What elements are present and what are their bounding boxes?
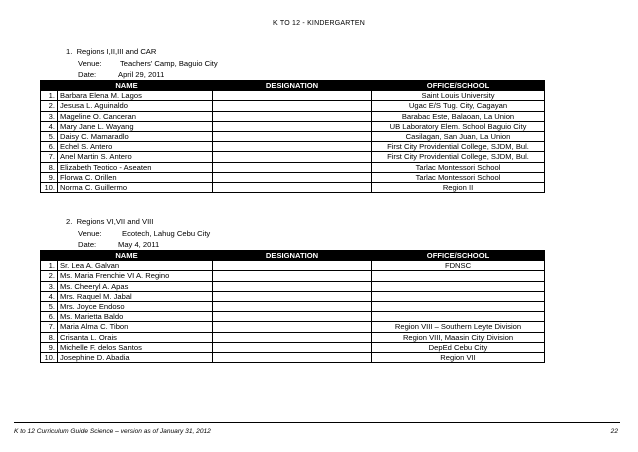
row-number: 3.: [41, 111, 58, 121]
table-row: [41, 281, 545, 291]
participant-name: Ms. Marietta Baldo: [58, 312, 213, 322]
participant-office: [372, 271, 545, 281]
participant-office: Tarlac Montessori School: [372, 162, 545, 172]
column-header-name: NAME: [41, 81, 213, 91]
participant-name: Barbara Elena M. Lagos: [58, 91, 213, 101]
participant-designation: [213, 291, 372, 301]
participant-name: Elizabeth Teotico - Aseaten: [58, 162, 213, 172]
participant-designation: [213, 182, 372, 192]
table-row: [41, 101, 545, 111]
participant-designation: [213, 271, 372, 281]
table-row: [41, 131, 545, 141]
participant-designation: [213, 342, 372, 352]
table-row: [41, 322, 545, 332]
row-number: 1.: [41, 91, 58, 101]
participant-office: [372, 281, 545, 291]
column-header-name: NAME: [41, 251, 213, 261]
venue-value: Teachers' Camp, Baguio City: [120, 59, 218, 68]
row-number: 9.: [41, 342, 58, 352]
participant-office: Region VIII, Maasin City Division: [372, 332, 545, 342]
participant-designation: [213, 91, 372, 101]
participant-name: Mageline O. Canceran: [58, 111, 213, 121]
participant-office: UB Laboratory Elem. School Baguio City: [372, 121, 545, 131]
participant-office: [372, 301, 545, 311]
venue-label: Venue:: [78, 59, 102, 68]
participant-designation: [213, 172, 372, 182]
row-number: 6.: [41, 142, 58, 152]
row-number: 1.: [41, 261, 58, 271]
participant-office: First City Providential College, SJDM, Bul.: [372, 152, 545, 162]
venue-label: Venue:: [78, 229, 102, 238]
participant-designation: [213, 101, 372, 111]
participant-name: Florwa C. Orillen: [58, 172, 213, 182]
participant-office: Barabac Este, Balaoan, La Union: [372, 111, 545, 121]
participant-office: First City Providential College, SJDM, Bul.: [372, 142, 545, 152]
participant-designation: [213, 162, 372, 172]
participant-designation: [213, 261, 372, 271]
participant-name: Maria Alma C. Tibon: [58, 322, 213, 332]
row-number: 7.: [41, 152, 58, 162]
participant-office: Region VII: [372, 352, 545, 362]
date-label: Date:: [78, 70, 97, 79]
table-header-row: [41, 251, 545, 261]
participant-name: Mrs. Joyce Endoso: [58, 301, 213, 311]
row-number: 4.: [41, 121, 58, 131]
table-header-row: [41, 81, 545, 91]
row-number: 6.: [41, 312, 58, 322]
participant-name: Sr. Lea A. Galvan: [58, 261, 213, 271]
participant-office: Region II: [372, 182, 545, 192]
date-value: April 29, 2011: [118, 70, 165, 79]
row-number: 5.: [41, 131, 58, 141]
table-row: [41, 271, 545, 281]
participant-designation: [213, 111, 372, 121]
table-row: [41, 352, 545, 362]
participant-office: Casilagan, San Juan, La Union: [372, 131, 545, 141]
participant-designation: [213, 131, 372, 141]
participant-office: [372, 312, 545, 322]
participant-name: Echel S. Antero: [58, 142, 213, 152]
column-header-office: OFFICE/SCHOOL: [372, 251, 545, 261]
participant-office: [372, 291, 545, 301]
participant-name: Daisy C. Mamaradlo: [58, 131, 213, 141]
section-1-heading: [66, 47, 156, 56]
participant-name: Michelle F. delos Santos: [58, 342, 213, 352]
table-row: [41, 152, 545, 162]
participant-office: DepEd Cebu City: [372, 342, 545, 352]
row-number: 8.: [41, 332, 58, 342]
row-number: 7.: [41, 322, 58, 332]
row-number: 2.: [41, 271, 58, 281]
table-row: [41, 162, 545, 172]
table-row: [41, 301, 545, 311]
table-row: [41, 312, 545, 322]
participant-designation: [213, 121, 372, 131]
table-row: [41, 121, 545, 131]
table-row: [41, 111, 545, 121]
participant-designation: [213, 352, 372, 362]
row-number: 8.: [41, 162, 58, 172]
section-number: 1.: [66, 47, 73, 56]
participant-name: Crisanta L. Orais: [58, 332, 213, 342]
section-number: 2.: [66, 217, 73, 226]
column-header-designation: DESIGNATION: [213, 81, 372, 91]
participant-name: Ms. Cheeryl A. Apas: [58, 281, 213, 291]
column-header-designation: DESIGNATION: [213, 251, 372, 261]
row-number: 5.: [41, 301, 58, 311]
roster-table-2: [40, 250, 545, 363]
row-number: 10.: [41, 352, 58, 362]
section-title: Regions VI,VII and VIII: [76, 217, 154, 226]
participant-designation: [213, 312, 372, 322]
participant-office: FDNSC: [372, 261, 545, 271]
venue-value: Ecotech, Lahug Cebu City: [122, 229, 211, 238]
footer-rule: [14, 422, 620, 423]
table-row: [41, 291, 545, 301]
table-row: [41, 91, 545, 101]
participant-name: Anel Martin S. Antero: [58, 152, 213, 162]
row-number: 2.: [41, 101, 58, 111]
section-2-heading: [66, 217, 153, 226]
participant-designation: [213, 142, 372, 152]
row-number: 10.: [41, 182, 58, 192]
date-value: May 4, 2011: [118, 240, 160, 249]
table-row: [41, 342, 545, 352]
participant-office: Ugac E/S Tug. City, Cagayan: [372, 101, 545, 111]
participant-designation: [213, 152, 372, 162]
row-number: 4.: [41, 291, 58, 301]
participant-office: Region VIII – Southern Leyte Division: [372, 322, 545, 332]
table-row: [41, 182, 545, 192]
table-row: [41, 332, 545, 342]
page-header: K TO 12 - KINDERGARTEN: [273, 20, 365, 27]
participant-name: Ms. Maria Frenchie VI A. Regino: [58, 271, 213, 281]
table-row: [41, 261, 545, 271]
date-label: Date:: [78, 240, 97, 249]
participant-designation: [213, 322, 372, 332]
participant-name: Josephine D. Abadia: [58, 352, 213, 362]
participant-name: Mary Jane L. Wayang: [58, 121, 213, 131]
row-number: 3.: [41, 281, 58, 291]
footer-caption: K to 12 Curriculum Guide Science – version as of January 31, 2012: [14, 428, 211, 435]
section-title: Regions I,II,III and CAR: [76, 47, 157, 56]
participant-designation: [213, 301, 372, 311]
participant-name: Mrs. Raquel M. Jabal: [58, 291, 213, 301]
participant-designation: [213, 332, 372, 342]
participant-office: Saint Louis University: [372, 91, 545, 101]
participant-office: Tarlac Montessori School: [372, 172, 545, 182]
participant-name: Norma C. Guillermo: [58, 182, 213, 192]
roster-table-1: [40, 80, 545, 193]
participant-name: Jesusa L. Aguinaldo: [58, 101, 213, 111]
page-number: 22: [610, 428, 618, 435]
column-header-office: OFFICE/SCHOOL: [372, 81, 545, 91]
participant-designation: [213, 281, 372, 291]
table-row: [41, 142, 545, 152]
row-number: 9.: [41, 172, 58, 182]
table-row: [41, 172, 545, 182]
